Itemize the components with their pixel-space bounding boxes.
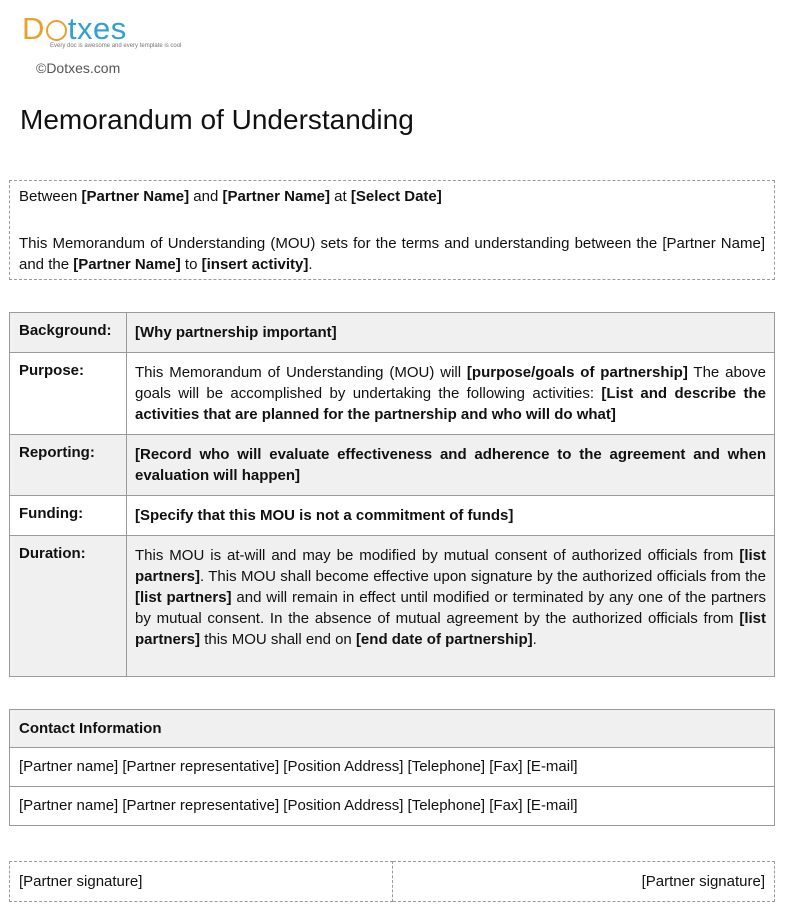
funding-value: [Specify that this MOU is not a commitment of funds] <box>127 496 775 536</box>
funding-label: Funding: <box>10 496 127 536</box>
dotxes-logo <box>22 11 182 82</box>
partner-signature-right: [Partner signature] <box>393 862 775 902</box>
signature-table <box>9 861 775 902</box>
select-date-field: [Select Date] <box>350 188 442 205</box>
intro-box <box>9 180 775 280</box>
background-value: [Why partnership important] <box>127 313 775 353</box>
reporting-value: [Record who will evaluate effectiveness and adherence to the agreement and when evaluation will happen] <box>127 435 775 496</box>
mou-sections-table <box>9 312 775 677</box>
logo-wordmark: D txes <box>22 11 127 46</box>
duration-value: This MOU is at-will and may be modified by mutual consent of authorized officials from [list partners]. This MOU shall become effective upon signature by the authorized officials from the [list partners] and will remain in effect until modified or terminated by any one of the partners by mutual consent. In the absence of mutual agreement by the authorized officials from [list partners] this MOU shall end on [end date of partnership]. <box>127 536 775 677</box>
reporting-row <box>10 435 775 496</box>
intro-mou-paragraph: This Memorandum of Understanding (MOU) sets for the terms and understanding between the [Partner Name] and the [Partner Name] to [insert activity]. <box>19 235 765 273</box>
contact-row-cell: [Partner name] [Partner representative] [Position Address] [Telephone] [Fax] [E-mail] <box>10 787 775 826</box>
funding-row <box>10 496 775 536</box>
contact-header-row <box>10 710 775 748</box>
document-title: Memorandum of Understanding <box>20 104 414 135</box>
contact-row <box>10 748 775 787</box>
partner-name-field: [Partner Name] <box>222 188 331 205</box>
contact-row <box>10 787 775 826</box>
insert-activity-field: [insert activity] <box>201 256 309 273</box>
purpose-label: Purpose: <box>10 353 127 435</box>
partner-name-field: [Partner Name] <box>73 256 181 273</box>
logo-tagline: Every doc is awesome and every template is cool <box>50 43 182 49</box>
partner-signature-left: [Partner signature] <box>10 862 393 902</box>
purpose-value: This Memorandum of Understanding (MOU) will [purpose/goals of partnership] The above goals will be accomplished by undertaking the following activities: [List and describe the activities that are planned for the partnership and who will do what] <box>127 353 775 435</box>
signature-row <box>10 862 775 902</box>
logo-circle-icon <box>46 20 67 41</box>
intro-between-line: Between [Partner Name] and [Partner Name] at [Select Date] <box>19 188 442 205</box>
background-row <box>10 313 775 353</box>
contact-row-cell: [Partner name] [Partner representative] [Position Address] [Telephone] [Fax] [E-mail] <box>10 748 775 787</box>
partner-name-field: [Partner Name] <box>81 188 190 205</box>
background-label: Background: <box>10 313 127 353</box>
reporting-label: Reporting: <box>10 435 127 496</box>
copyright-text: ©Dotxes.com <box>36 60 121 76</box>
duration-label: Duration: <box>10 536 127 677</box>
contact-information-table <box>9 709 775 826</box>
purpose-row <box>10 353 775 435</box>
contact-information-heading: Contact Information <box>10 710 775 748</box>
duration-row <box>10 536 775 677</box>
